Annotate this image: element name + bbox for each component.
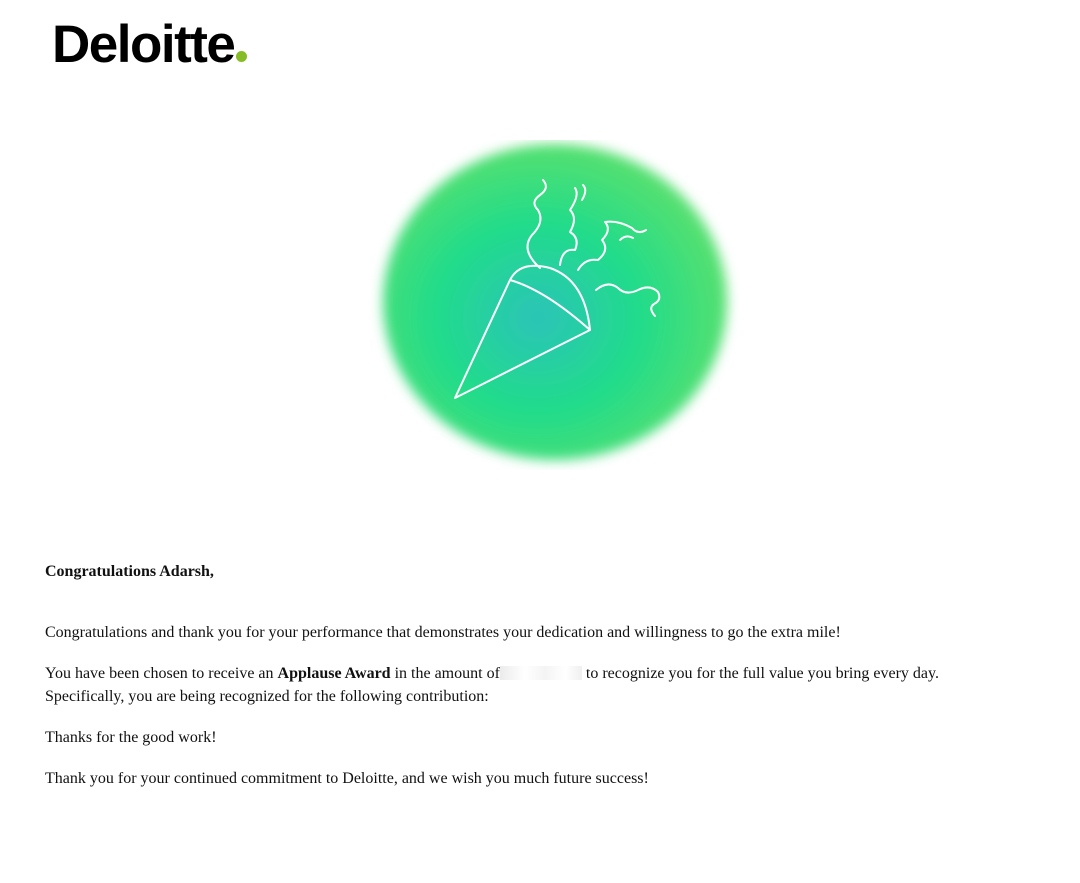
thank-you-paragraph: Congratulations and thank you for your performance that demonstrates your dedication and willingness to go the extra mile! [45,624,841,641]
greeting: Congratulations Adarsh, [45,563,214,580]
award-text-before: You have been chosen to receive an [45,665,278,682]
contribution-line: Specifically, you are being recognized for the following contribution: [45,688,489,705]
award-paragraph [45,662,1055,708]
award-text-after: to recognize you for the full value you bring every day. [581,665,939,682]
good-work-line: Thanks for the good work! [45,729,217,746]
celebration-graphic [370,140,740,470]
logo-green-dot [236,51,247,62]
deloitte-logo [52,15,247,74]
closing-line: Thank you for your continued commitment to Deloitte, and we wish you much future success! [45,770,649,787]
party-popper-illustration [370,140,740,470]
award-text-middle: in the amount of [390,665,500,682]
logo-wordmark: Deloitte [52,15,235,74]
redacted-amount [500,666,582,680]
award-name: Applause Award [277,665,391,682]
award-message [45,560,1055,808]
